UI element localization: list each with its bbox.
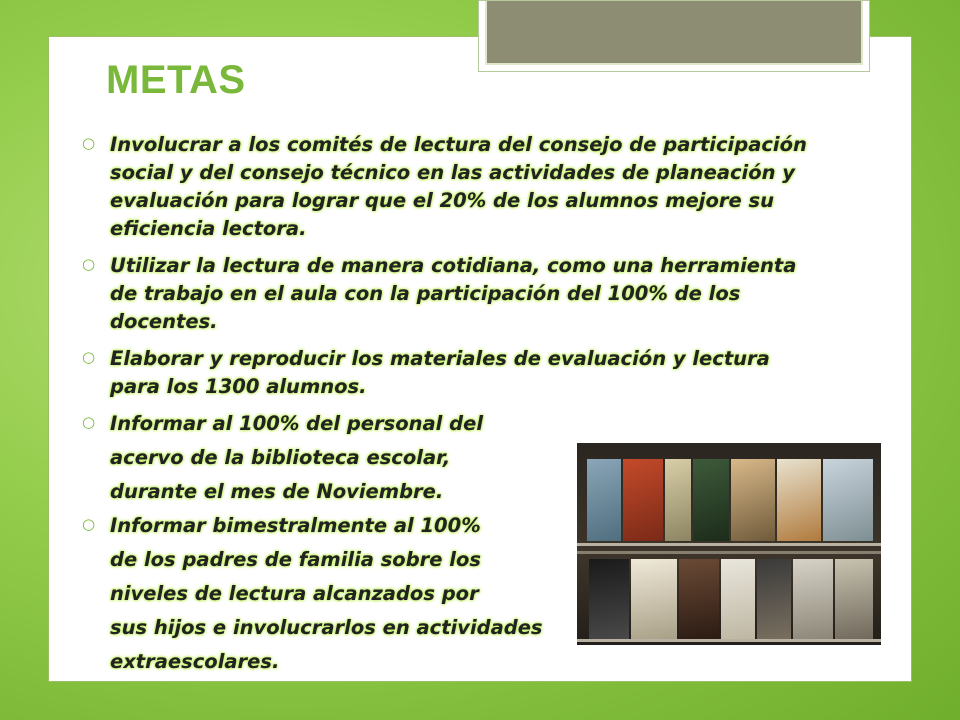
rack-wire bbox=[577, 543, 881, 546]
bookshelf-photo bbox=[577, 443, 881, 645]
bullet-line: niveles de lectura alcanzados por bbox=[110, 582, 479, 605]
bullet-line: acervo de la biblioteca escolar, bbox=[110, 446, 451, 469]
bullet-line: social y del consejo técnico en las actividades de planeación y bbox=[110, 161, 796, 184]
book-cover bbox=[823, 459, 873, 541]
bullet-line: Informar bimestralmente al 100% bbox=[110, 514, 481, 537]
book-cover bbox=[835, 559, 873, 641]
book-cover bbox=[623, 459, 663, 541]
bullet-item-2 bbox=[110, 252, 865, 336]
bullet-line: sus hijos e involucrarlos en actividades bbox=[110, 616, 543, 639]
bullet-line: eficiencia lectora. bbox=[110, 217, 307, 240]
bullet-item-5 bbox=[110, 512, 580, 676]
bullet-icon: ○ bbox=[82, 348, 96, 366]
book-cover bbox=[665, 459, 691, 541]
bullet-line: docentes. bbox=[110, 310, 218, 333]
bullet-line: evaluación para lograr que el 20% de los alumnos mejore su bbox=[110, 189, 774, 212]
book-cover bbox=[679, 559, 719, 641]
slide-title: METAS bbox=[106, 58, 246, 102]
bullet-icon: ○ bbox=[82, 515, 96, 533]
bullet-line: Involucrar a los comités de lectura del consejo de participación bbox=[110, 133, 807, 156]
bullet-item-3 bbox=[110, 345, 865, 401]
book-cover bbox=[777, 459, 821, 541]
decorative-frame bbox=[478, 0, 870, 72]
bullet-icon: ○ bbox=[82, 134, 96, 152]
bullet-line: de los padres de familia sobre los bbox=[110, 548, 481, 571]
bullet-line: Informar al 100% del personal del bbox=[110, 412, 484, 435]
bullet-line: para los 1300 alumnos. bbox=[110, 375, 367, 398]
book-cover bbox=[631, 559, 677, 641]
bullet-line: Utilizar la lectura de manera cotidiana, como una herramienta bbox=[110, 254, 797, 277]
book-cover bbox=[731, 459, 775, 541]
book-cover bbox=[589, 559, 629, 641]
bullet-line: de trabajo en el aula con la participación del 100% de los bbox=[110, 282, 741, 305]
book-cover bbox=[757, 559, 791, 641]
bullet-line: extraescolares. bbox=[110, 650, 280, 673]
bullet-icon: ○ bbox=[82, 413, 96, 431]
rack-wire bbox=[577, 551, 881, 554]
rack-wire bbox=[577, 639, 881, 642]
book-cover bbox=[721, 559, 755, 641]
bullet-line: durante el mes de Noviembre. bbox=[110, 480, 444, 503]
bullet-icon: ○ bbox=[82, 255, 96, 273]
bullet-item-4 bbox=[110, 410, 580, 506]
book-cover bbox=[587, 459, 621, 541]
bullet-item-1 bbox=[110, 131, 865, 243]
book-cover bbox=[693, 459, 729, 541]
book-cover bbox=[793, 559, 833, 641]
decorative-frame-inner bbox=[485, 1, 863, 65]
bullet-line: Elaborar y reproducir los materiales de evaluación y lectura bbox=[110, 347, 770, 370]
